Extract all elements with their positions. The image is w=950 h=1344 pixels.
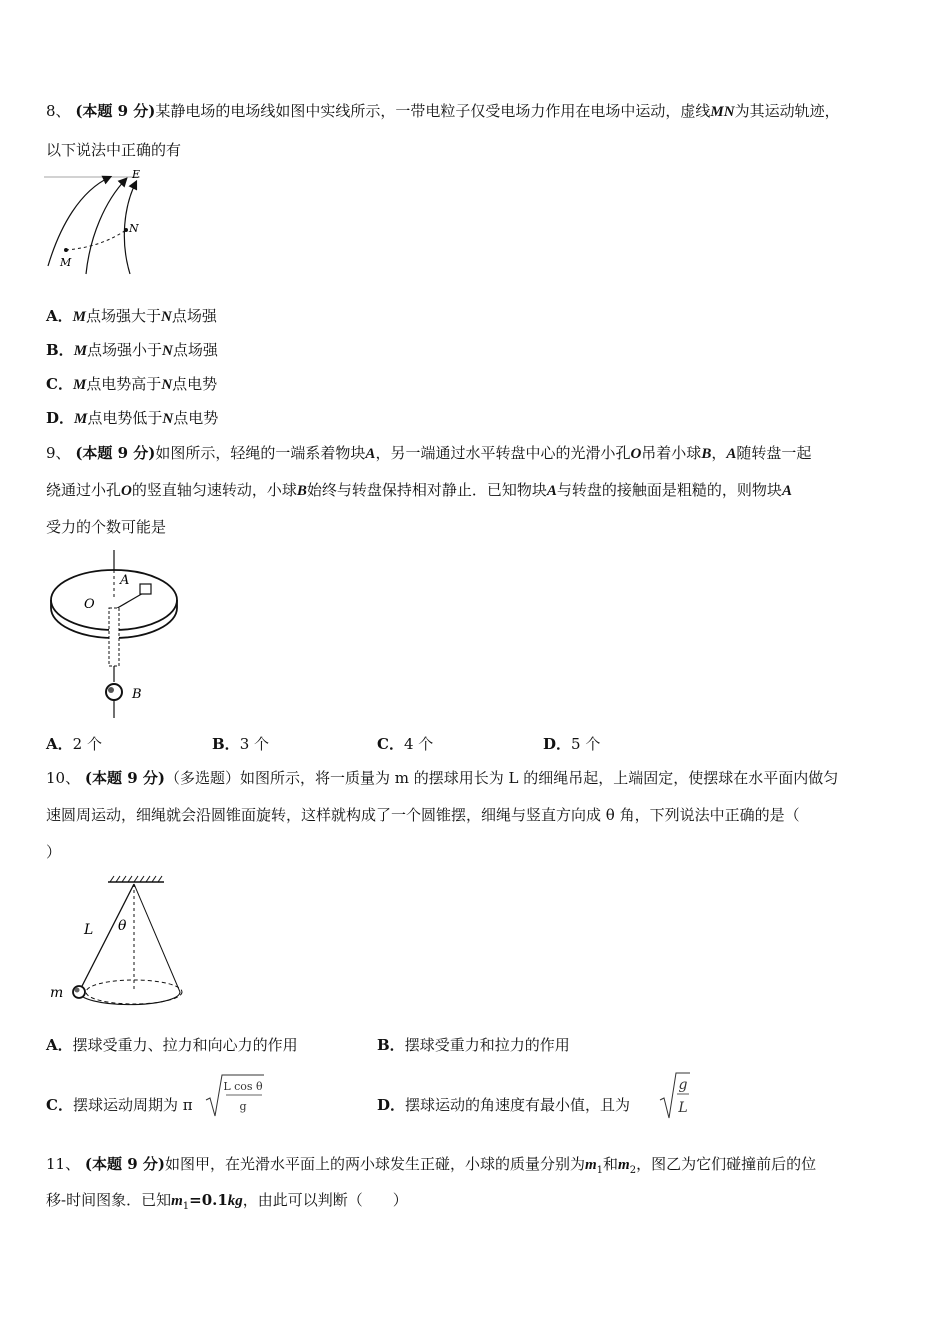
label-e: E	[132, 168, 141, 181]
label-m: m	[50, 985, 64, 1001]
conical-pendulum-figure	[46, 874, 186, 1009]
q9-option-a[interactable]: A．2 个	[46, 735, 102, 753]
q11-line-2: 移-时间图象．已知$m_1=0.1kg$，由此可以判断（ ）	[46, 1191, 408, 1212]
q8-option-d[interactable]: D．M点电势低于N点电势	[46, 409, 219, 427]
label-m: M	[60, 256, 72, 269]
sqrt-formula-c	[204, 1072, 266, 1118]
q10-option-a[interactable]: A．摆球受重力、拉力和向心力的作用	[46, 1036, 298, 1054]
q9-option-b[interactable]: B．3 个	[212, 735, 269, 753]
q10-option-b[interactable]: B．摆球受重力和拉力的作用	[377, 1036, 570, 1054]
label-l: L	[84, 922, 94, 938]
score: (本题 9 分)	[75, 102, 156, 120]
q9-option-d[interactable]: D．5 个	[543, 735, 601, 753]
sqrt-formula-d	[658, 1070, 692, 1120]
sqrt-den-c: g	[239, 1100, 247, 1113]
q9-line-1: 9、 (本题 9 分)如图所示，轻绳的一端系着物块A，另一端通过水平转盘中心的光滑小孔O吊着小球B，A随转盘一起	[46, 444, 812, 462]
q9-line-2: 绕通过小孔O的竖直轴匀速转动，小球B始终与转盘保持相对静止．已知物块A与转盘的接触面是粗糙的，则物块A	[46, 481, 792, 499]
label-theta: θ	[118, 918, 127, 934]
sqrt-den-d: L	[678, 1100, 688, 1116]
q10-line-1: 10、 (本题 9 分)（多选题）如图所示，将一质量为 m 的摆球用长为 L 的细绳吊起，上端固定，使摆球在水平面内做匀	[46, 769, 839, 787]
q9-line-3: 受力的个数可能是	[46, 518, 167, 536]
q10-line-2: 速圆周运动，细绳就会沿圆锥面旋转，这样就构成了一个圆锥摆，细绳与竖直方向成 θ 角，下列说法中正确的是（	[46, 806, 800, 824]
q8-option-b[interactable]: B．M点场强小于N点场强	[46, 341, 218, 359]
q8-line-2: 以下说法中正确的有	[46, 141, 182, 159]
sqrt-num-c: L cos θ	[223, 1080, 263, 1093]
q8-option-c[interactable]: C．M点电势高于N点电势	[46, 375, 218, 393]
q11-line-1: 11、 (本题 9 分)如图甲，在光滑水平面上的两小球发生正碰，小球的质量分别为$m_1$和$m_2$，图乙为它们碰撞前后的位	[46, 1155, 817, 1176]
label-a: A	[120, 573, 130, 588]
sqrt-num-d: g	[678, 1077, 688, 1093]
q10-option-d[interactable]: D．摆球运动的角速度有最小值，且为	[377, 1096, 631, 1114]
q8-option-a[interactable]: A．M点场强大于N点场强	[46, 307, 217, 325]
turntable-figure	[48, 550, 183, 720]
label-o: O	[84, 597, 95, 612]
q9-option-c[interactable]: C．4 个	[377, 735, 434, 753]
q10-line-3: ）	[46, 843, 62, 861]
label-b: B	[132, 687, 142, 702]
electric-field-figure	[40, 166, 150, 278]
q10-option-c[interactable]: C．摆球运动周期为 π	[46, 1096, 193, 1114]
label-n: N	[129, 222, 139, 235]
q8-line-1: 8、 (本题 9 分)某静电场的电场线如图中实线所示，一带电粒子仅受电场力作用在电场中运动，虚线MN为其运动轨迹，	[46, 102, 840, 120]
